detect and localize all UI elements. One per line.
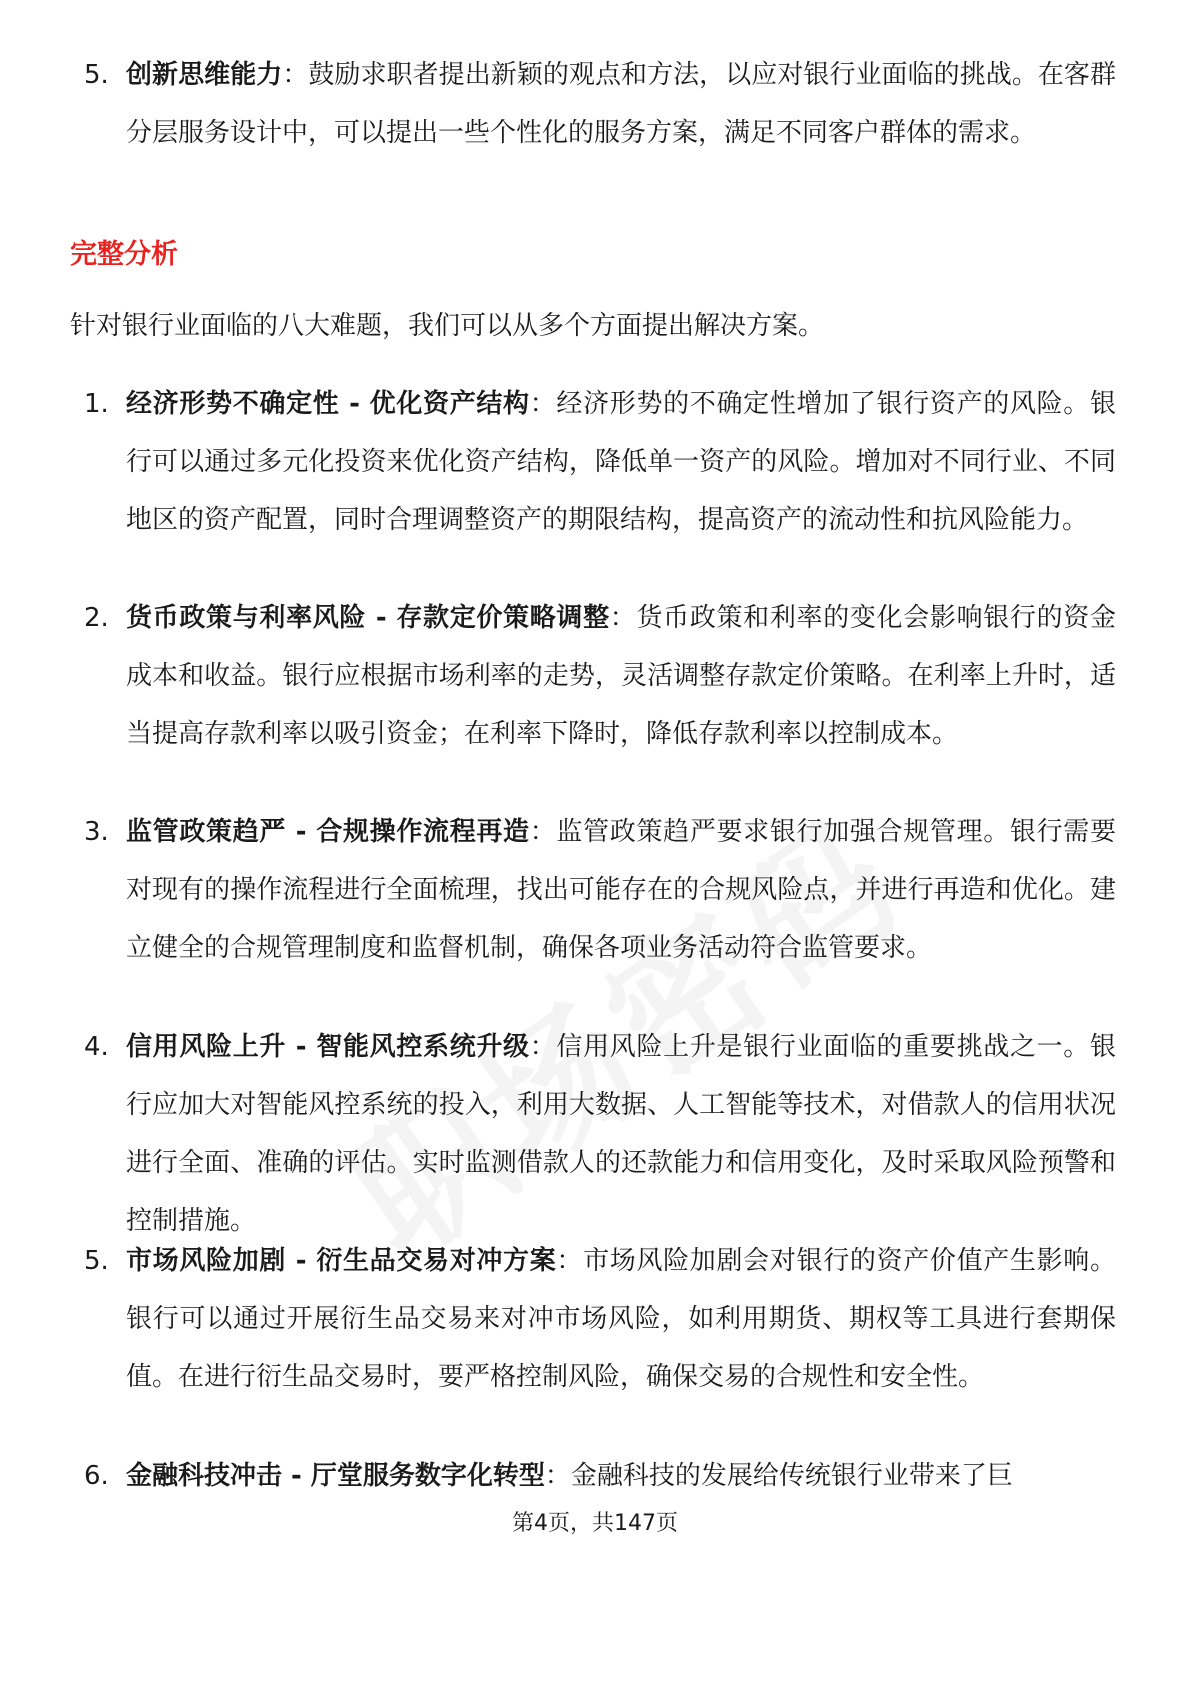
list-item-body [126,1447,1116,1505]
list-item-number: 4. [84,1032,109,1062]
list-item [84,589,1124,763]
page-number-footer: 第4页，共147页 [512,1511,678,1536]
list-item-text: ：监管政策趋严要求银行加强合规管理。银行需要对现有的操作流程进行全面梳理，找出可能存在的合规风险点，并进行再造和优化。建立健全的合规管理制度和监督机制，确保各项业务活动符合监管要求。 [126,817,1116,963]
list-item-number: 5. [84,1246,109,1276]
list-item-number: 1. [84,389,109,419]
list-item-number: 5. [84,60,109,90]
section-title: 完整分析 [70,239,178,270]
list-item-title: 监管政策趋严 - 合规操作流程再造 [126,817,530,847]
list-item-top [84,46,1124,162]
list-item [84,803,1124,977]
list-item-text: ：经济形势的不确定性增加了银行资产的风险。银行可以通过多元化投资来优化资产结构，降低单一资产的风险。增加对不同行业、不同地区的资产配置，同时合理调整资产的期限结构，提高资产的流动性和抗风险能力。 [126,389,1116,535]
list-item-body [126,1018,1116,1250]
list-item [84,375,1124,549]
list-item-body [126,1232,1116,1406]
list-item-text: ：鼓励求职者提出新颖的观点和方法，以应对银行业面临的挑战。在客群分层服务设计中，可以提出一些个性化的服务方案，满足不同客户群体的需求。 [126,60,1116,148]
list-item-title: 货币政策与利率风险 - 存款定价策略调整 [126,603,610,633]
list-item-title: 市场风险加剧 - 衍生品交易对冲方案 [126,1246,557,1276]
list-item-title: 创新思维能力 [126,60,283,90]
list-item-text: ：市场风险加剧会对银行的资产价值产生影响。银行可以通过开展衍生品交易来对冲市场风险，如利用期货、期权等工具进行套期保值。在进行衍生品交易时，要严格控制风险，确保交易的合规性和安全性。 [126,1246,1116,1392]
list-item [84,1447,1124,1505]
list-item-body [126,375,1116,549]
list-item-text: ：货币政策和利率的变化会影响银行的资金成本和收益。银行应根据市场利率的走势，灵活调整存款定价策略。在利率上升时，适当提高存款利率以吸引资金；在利率下降时，降低存款利率以控制成本。 [126,603,1116,749]
list-item [84,1018,1124,1250]
list-item-text: ：信用风险上升是银行业面临的重要挑战之一。银行应加大对智能风控系统的投入，利用大数据、人工智能等技术，对借款人的信用状况进行全面、准确的评估。实时监测借款人的还款能力和信用变化，及时采取风险预警和控制措施。 [126,1032,1116,1236]
section-intro: 针对银行业面临的八大难题，我们可以从多个方面提出解决方案。 [70,311,825,341]
list-item-number: 6. [84,1461,109,1491]
list-item-body [126,589,1116,763]
list-item-body [126,803,1116,977]
list-item-body [126,46,1116,162]
list-item-title: 经济形势不确定性 - 优化资产结构 [126,389,530,419]
list-item-number: 2. [84,603,109,633]
list-item-number: 3. [84,817,109,847]
list-item-text: ：金融科技的发展给传统银行业带来了巨 [544,1461,1013,1491]
list-item-title: 信用风险上升 - 智能风控系统升级 [126,1032,530,1062]
list-item [84,1232,1124,1406]
list-item-title: 金融科技冲击 - 厅堂服务数字化转型 [126,1461,545,1491]
